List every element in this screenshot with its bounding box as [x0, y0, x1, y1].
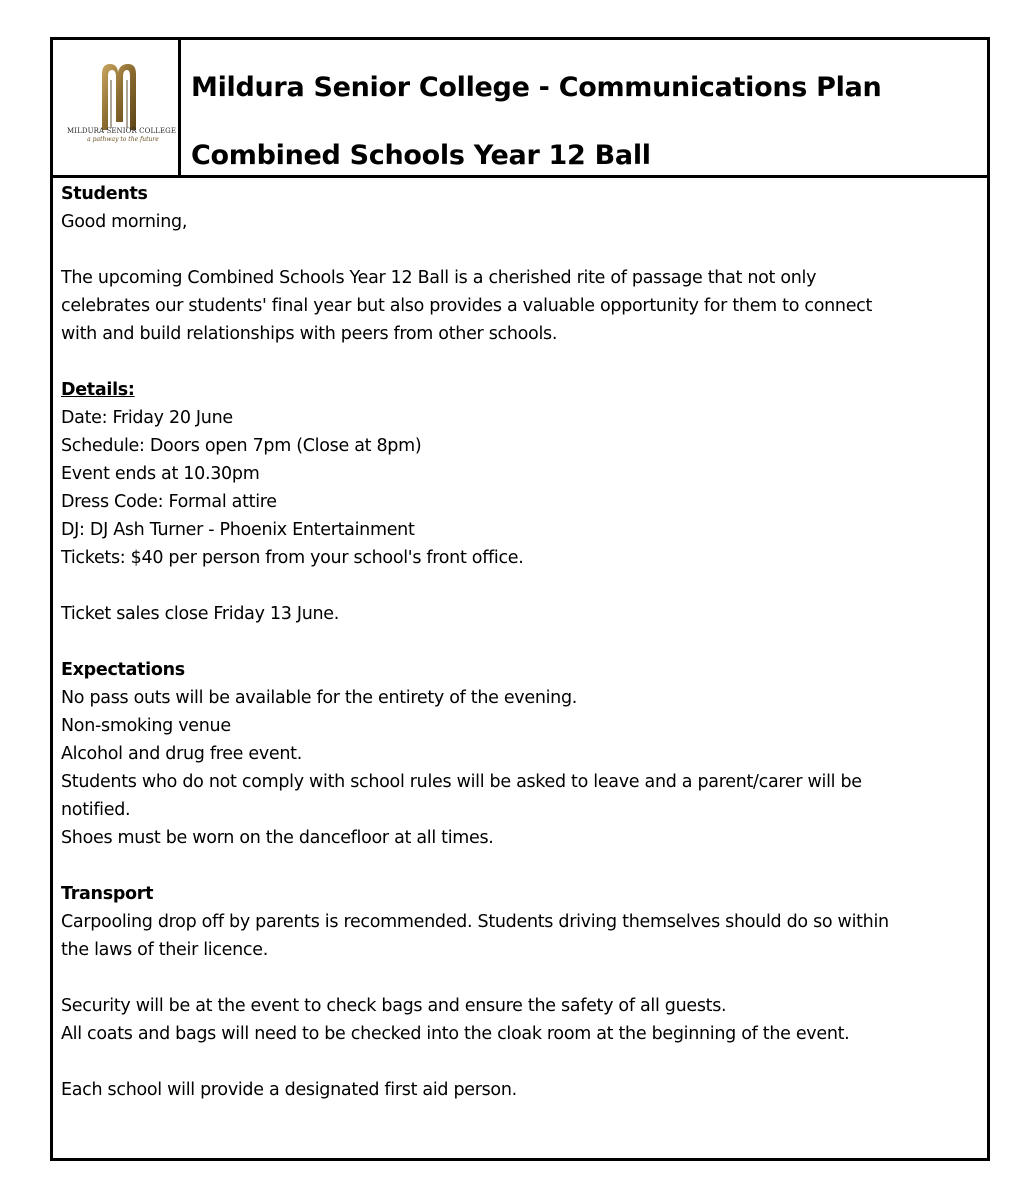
transport-line: the laws of their licence.: [61, 940, 268, 960]
document-body: [61, 180, 981, 1104]
communications-plan-document: [50, 37, 990, 1161]
document-title: Mildura Senior College - Communications Plan: [191, 72, 882, 103]
intro-line: with and build relationships with peers from other schools.: [61, 324, 558, 344]
expectation-item: Shoes must be worn on the dancefloor at all times.: [61, 828, 494, 848]
intro-line: celebrates our students' final year but also provides a valuable opportunity for them to connect: [61, 296, 873, 316]
security-line: All coats and bags will need to be checked into the cloak room at the beginning of the event.: [61, 1024, 850, 1044]
ticket-close-note: Ticket sales close Friday 13 June.: [61, 604, 340, 624]
greeting: Good morning,: [61, 212, 188, 232]
expectations-heading: Expectations: [61, 660, 185, 680]
expectation-item: No pass outs will be available for the entirety of the evening.: [61, 688, 578, 708]
transport-line: Carpooling drop off by parents is recommended. Students driving themselves should do so within: [61, 912, 889, 932]
college-logo-icon: [98, 60, 140, 132]
detail-item: Date: Friday 20 June: [61, 408, 233, 428]
detail-item: Schedule: Doors open 7pm (Close at 8pm): [61, 436, 422, 456]
logo-college-name: MILDURA SENIOR COLLEGE: [67, 127, 177, 135]
details-heading: Details:: [61, 380, 135, 400]
security-line: Security will be at the event to check bags and ensure the safety of all guests.: [61, 996, 727, 1016]
expectation-item: notified.: [61, 800, 131, 820]
document-subtitle: Combined Schools Year 12 Ball: [191, 140, 651, 171]
logo-tagline: a pathway to the future: [87, 136, 159, 143]
document-header: [53, 40, 987, 178]
expectation-item: Alcohol and drug free event.: [61, 744, 303, 764]
logo-cell: [53, 40, 181, 175]
detail-item: Tickets: $40 per person from your school's front office.: [61, 548, 524, 568]
detail-item: Dress Code: Formal attire: [61, 492, 277, 512]
detail-item: Event ends at 10.30pm: [61, 464, 260, 484]
expectation-item: Students who do not comply with school rules will be asked to leave and a parent/carer will be: [61, 772, 862, 792]
audience-heading: Students: [61, 184, 148, 204]
intro-line: The upcoming Combined Schools Year 12 Ball is a cherished rite of passage that not only: [61, 268, 817, 288]
first-aid-note: Each school will provide a designated first aid person.: [61, 1080, 517, 1100]
detail-item: DJ: DJ Ash Turner - Phoenix Entertainment: [61, 520, 415, 540]
transport-heading: Transport: [61, 884, 154, 904]
expectation-item: Non-smoking venue: [61, 716, 231, 736]
